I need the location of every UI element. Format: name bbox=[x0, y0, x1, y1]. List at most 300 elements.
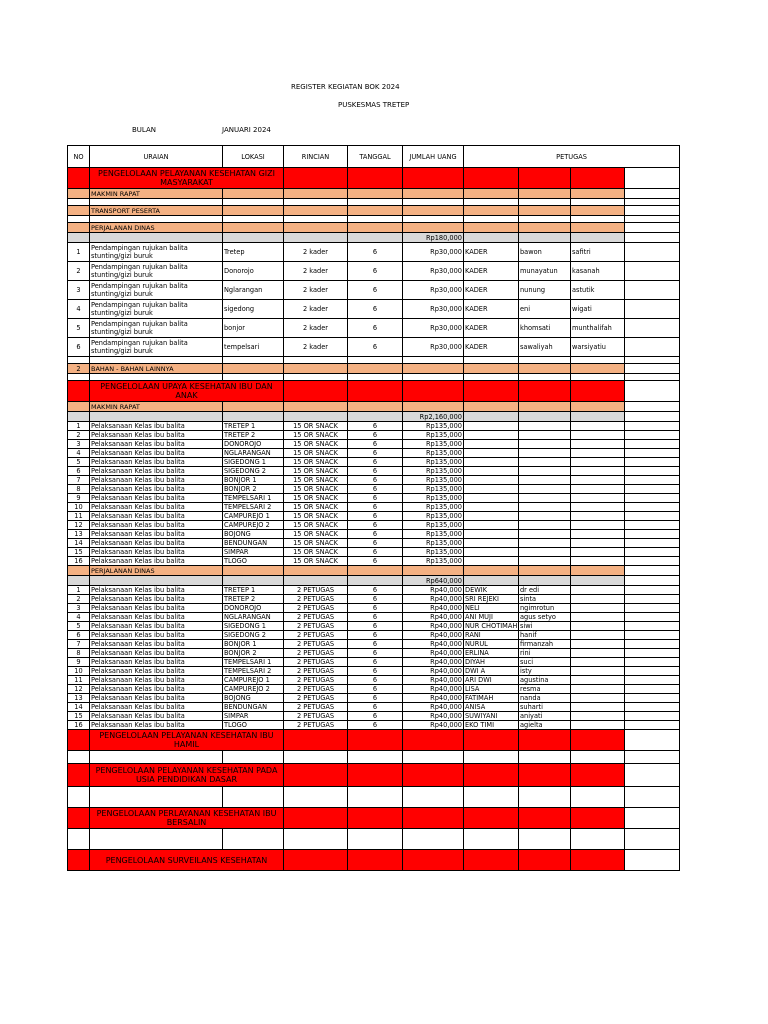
jumlah-cell: Rp135,000 bbox=[403, 548, 464, 557]
cell bbox=[571, 613, 625, 622]
cell bbox=[519, 850, 571, 871]
tanggal-cell: 6 bbox=[348, 685, 403, 694]
petugas-cell: resma bbox=[519, 685, 571, 694]
cell bbox=[90, 412, 223, 422]
tanggal-cell: 6 bbox=[348, 539, 403, 548]
cell bbox=[625, 576, 680, 586]
cell bbox=[68, 808, 90, 829]
cell bbox=[571, 364, 625, 374]
cell bbox=[403, 206, 464, 216]
petugas-cell: KADER bbox=[464, 243, 519, 262]
cell bbox=[464, 440, 519, 449]
jumlah-cell: Rp40,000 bbox=[403, 640, 464, 649]
rincian-cell: 15 OR SNACK bbox=[284, 440, 348, 449]
cell bbox=[223, 576, 284, 586]
no-cell: 3 bbox=[68, 440, 90, 449]
tanggal-cell: 6 bbox=[348, 631, 403, 640]
col-uraian: URAIAN bbox=[90, 146, 223, 168]
no-cell: 3 bbox=[68, 281, 90, 300]
no-cell: 2 bbox=[68, 262, 90, 281]
table-row bbox=[68, 595, 680, 604]
cell bbox=[625, 319, 680, 338]
no-cell: 15 bbox=[68, 548, 90, 557]
cell bbox=[68, 829, 90, 850]
cell bbox=[625, 721, 680, 730]
no-cell: 14 bbox=[68, 703, 90, 712]
cell bbox=[348, 189, 403, 199]
cell bbox=[625, 374, 680, 381]
tanggal-cell: 6 bbox=[348, 281, 403, 300]
jumlah-cell: Rp135,000 bbox=[403, 485, 464, 494]
cell bbox=[284, 206, 348, 216]
cell bbox=[571, 476, 625, 485]
cell bbox=[284, 751, 348, 764]
cell bbox=[223, 412, 284, 422]
jumlah-cell: Rp135,000 bbox=[403, 458, 464, 467]
cell bbox=[464, 402, 519, 412]
lokasi-cell: CAMPUREJO 2 bbox=[223, 521, 284, 530]
lokasi-cell: SIGEDONG 1 bbox=[223, 622, 284, 631]
cell bbox=[464, 557, 519, 566]
tanggal-cell: 6 bbox=[348, 604, 403, 613]
jumlah-cell: Rp40,000 bbox=[403, 667, 464, 676]
cell bbox=[625, 667, 680, 676]
petugas-cell: khomsati bbox=[519, 319, 571, 338]
uraian-cell: Pelaksanaan Kelas ibu balita bbox=[90, 539, 223, 548]
cell bbox=[403, 751, 464, 764]
cell bbox=[571, 622, 625, 631]
cell bbox=[571, 730, 625, 751]
jumlah-cell: Rp30,000 bbox=[403, 262, 464, 281]
table-row bbox=[68, 440, 680, 449]
col-lokasi: LOKASI bbox=[223, 146, 284, 168]
cell bbox=[625, 640, 680, 649]
cell bbox=[68, 357, 90, 364]
cell bbox=[571, 586, 625, 595]
uraian-cell: Pelaksanaan Kelas ibu balita bbox=[90, 712, 223, 721]
cell bbox=[68, 374, 90, 381]
cell bbox=[625, 764, 680, 787]
cell bbox=[519, 422, 571, 431]
cell bbox=[348, 787, 403, 808]
rincian-cell: 2 kader bbox=[284, 262, 348, 281]
jumlah-cell: Rp40,000 bbox=[403, 712, 464, 721]
petugas-cell: ANISA bbox=[464, 703, 519, 712]
table-row bbox=[68, 586, 680, 595]
tanggal-cell: 6 bbox=[348, 422, 403, 431]
cell bbox=[68, 381, 90, 402]
no-cell: 10 bbox=[68, 667, 90, 676]
cell bbox=[625, 539, 680, 548]
petugas-cell: ngimrotun bbox=[519, 604, 571, 613]
cell bbox=[571, 381, 625, 402]
lokasi-cell: SIMPAR bbox=[223, 712, 284, 721]
rincian-cell: 15 OR SNACK bbox=[284, 530, 348, 539]
cell bbox=[464, 458, 519, 467]
cell bbox=[571, 548, 625, 557]
cell bbox=[464, 357, 519, 364]
cell bbox=[625, 808, 680, 829]
cell bbox=[571, 712, 625, 721]
cell bbox=[68, 216, 90, 223]
cell bbox=[625, 449, 680, 458]
petugas-cell: RANI bbox=[464, 631, 519, 640]
col-no: NO bbox=[68, 146, 90, 168]
tanggal-cell: 6 bbox=[348, 640, 403, 649]
no-cell: 13 bbox=[68, 530, 90, 539]
lokasi-cell: Donorojo bbox=[223, 262, 284, 281]
cell bbox=[90, 751, 223, 764]
rincian-cell: 2 kader bbox=[284, 300, 348, 319]
jumlah-cell: Rp40,000 bbox=[403, 649, 464, 658]
section-title: PENGELOLAAN UPAYA KESEHATAN IBU DAN ANAK bbox=[90, 381, 284, 402]
rincian-cell: 2 kader bbox=[284, 338, 348, 357]
tanggal-cell: 6 bbox=[348, 667, 403, 676]
no-cell bbox=[68, 566, 90, 576]
subheading-perjalanan-dinas bbox=[68, 566, 680, 576]
cell bbox=[519, 357, 571, 364]
cell bbox=[403, 829, 464, 850]
cell bbox=[284, 374, 348, 381]
subheading: MAKMIN RAPAT bbox=[90, 189, 223, 199]
no-cell: 2 bbox=[68, 364, 90, 374]
tanggal-cell: 6 bbox=[348, 694, 403, 703]
cell bbox=[284, 730, 348, 751]
cell bbox=[625, 595, 680, 604]
cell bbox=[625, 829, 680, 850]
table-row bbox=[68, 712, 680, 721]
lokasi-cell: BONJOR 1 bbox=[223, 640, 284, 649]
cell bbox=[519, 233, 571, 243]
uraian-cell: Pelaksanaan Kelas ibu balita bbox=[90, 485, 223, 494]
lokasi-cell: SIGEDONG 2 bbox=[223, 467, 284, 476]
tanggal-cell: 6 bbox=[348, 494, 403, 503]
lokasi-cell: BOJONG bbox=[223, 530, 284, 539]
jumlah-cell: Rp135,000 bbox=[403, 521, 464, 530]
jumlah-cell: Rp40,000 bbox=[403, 604, 464, 613]
cell bbox=[464, 850, 519, 871]
cell bbox=[464, 548, 519, 557]
jumlah-cell: Rp135,000 bbox=[403, 440, 464, 449]
cell bbox=[403, 764, 464, 787]
cell bbox=[403, 374, 464, 381]
rincian-cell: 15 OR SNACK bbox=[284, 431, 348, 440]
table-row bbox=[68, 431, 680, 440]
subheading: PERJALANAN DINAS bbox=[90, 223, 223, 233]
cell bbox=[348, 829, 403, 850]
uraian-cell: Pelaksanaan Kelas ibu balita bbox=[90, 595, 223, 604]
rincian-cell: 15 OR SNACK bbox=[284, 512, 348, 521]
uraian-cell: Pelaksanaan Kelas ibu balita bbox=[90, 503, 223, 512]
cell bbox=[68, 199, 90, 206]
table-row bbox=[68, 281, 680, 300]
uraian-cell: Pelaksanaan Kelas ibu balita bbox=[90, 667, 223, 676]
cell bbox=[464, 512, 519, 521]
cell bbox=[348, 412, 403, 422]
cell bbox=[571, 808, 625, 829]
uraian-cell: Pelaksanaan Kelas ibu balita bbox=[90, 658, 223, 667]
section-title: PENGELOLAAN PELAYANAN KESEHATAN IBU HAMIL bbox=[90, 730, 284, 751]
jumlah-cell: Rp135,000 bbox=[403, 476, 464, 485]
cell bbox=[571, 850, 625, 871]
table-row bbox=[68, 685, 680, 694]
petugas-cell: KADER bbox=[464, 281, 519, 300]
section-title: PENGELOLAAN SURVEILANS KESEHATAN bbox=[90, 850, 284, 871]
uraian-cell: Pelaksanaan Kelas ibu balita bbox=[90, 449, 223, 458]
table-row bbox=[68, 676, 680, 685]
tanggal-cell: 6 bbox=[348, 243, 403, 262]
petugas-cell: isty bbox=[519, 667, 571, 676]
cell bbox=[90, 233, 223, 243]
no-cell: 5 bbox=[68, 458, 90, 467]
cell bbox=[625, 402, 680, 412]
cell bbox=[519, 557, 571, 566]
tanggal-cell: 6 bbox=[348, 586, 403, 595]
section-surveilans bbox=[68, 850, 680, 871]
cell bbox=[68, 233, 90, 243]
cell bbox=[284, 189, 348, 199]
cell bbox=[571, 440, 625, 449]
tanggal-cell: 6 bbox=[348, 557, 403, 566]
tanggal-cell: 6 bbox=[348, 338, 403, 357]
lokasi-cell: BENDUNGAN bbox=[223, 703, 284, 712]
cell bbox=[571, 467, 625, 476]
cell bbox=[571, 216, 625, 223]
cell bbox=[348, 730, 403, 751]
cell bbox=[571, 199, 625, 206]
lokasi-cell: TEMPELSARI 1 bbox=[223, 658, 284, 667]
cell bbox=[625, 649, 680, 658]
petugas-cell: KADER bbox=[464, 319, 519, 338]
cell bbox=[625, 730, 680, 751]
cell bbox=[464, 449, 519, 458]
tanggal-cell: 6 bbox=[348, 548, 403, 557]
cell bbox=[625, 622, 680, 631]
col-rincian: RINCIAN bbox=[284, 146, 348, 168]
cell bbox=[625, 357, 680, 364]
cell bbox=[571, 787, 625, 808]
cell bbox=[464, 787, 519, 808]
subheading-bahan bbox=[68, 364, 680, 374]
cell bbox=[625, 338, 680, 357]
col-tanggal: TANGGAL bbox=[348, 146, 403, 168]
cell bbox=[519, 216, 571, 223]
petugas-cell: munayatun bbox=[519, 262, 571, 281]
cell bbox=[519, 467, 571, 476]
cell bbox=[464, 374, 519, 381]
cell bbox=[223, 566, 284, 576]
tanggal-cell: 6 bbox=[348, 467, 403, 476]
cell bbox=[464, 364, 519, 374]
cell bbox=[571, 412, 625, 422]
cell bbox=[223, 206, 284, 216]
uraian-cell: Pelaksanaan Kelas ibu balita bbox=[90, 676, 223, 685]
table-row bbox=[68, 658, 680, 667]
cell bbox=[348, 576, 403, 586]
jumlah-cell: Rp135,000 bbox=[403, 503, 464, 512]
jumlah-cell: Rp30,000 bbox=[403, 319, 464, 338]
jumlah-cell: Rp30,000 bbox=[403, 338, 464, 357]
no-cell bbox=[68, 206, 90, 216]
table-row bbox=[68, 622, 680, 631]
cell bbox=[519, 530, 571, 539]
blank-row bbox=[68, 216, 680, 223]
cell bbox=[403, 381, 464, 402]
cell bbox=[625, 494, 680, 503]
lokasi-cell: BENDUNGAN bbox=[223, 539, 284, 548]
cell bbox=[464, 233, 519, 243]
cell bbox=[464, 530, 519, 539]
cell bbox=[348, 850, 403, 871]
tanggal-cell: 6 bbox=[348, 431, 403, 440]
table-row bbox=[68, 494, 680, 503]
rincian-cell: 2 PETUGAS bbox=[284, 595, 348, 604]
cell bbox=[571, 458, 625, 467]
table-row bbox=[68, 262, 680, 281]
petugas-cell: KADER bbox=[464, 300, 519, 319]
jumlah-cell: Rp135,000 bbox=[403, 530, 464, 539]
cell bbox=[571, 422, 625, 431]
lokasi-cell: NGLARANGAN bbox=[223, 449, 284, 458]
cell bbox=[348, 233, 403, 243]
tanggal-cell: 6 bbox=[348, 512, 403, 521]
register-body bbox=[68, 146, 680, 871]
subheading: PERJALANAN DINAS bbox=[90, 566, 223, 576]
no-cell: 3 bbox=[68, 604, 90, 613]
cell bbox=[90, 576, 223, 586]
jumlah-cell: Rp135,000 bbox=[403, 494, 464, 503]
petugas-cell: sinta bbox=[519, 595, 571, 604]
no-cell: 6 bbox=[68, 467, 90, 476]
lokasi-cell: TLOGO bbox=[223, 557, 284, 566]
table-row bbox=[68, 521, 680, 530]
no-cell: 4 bbox=[68, 613, 90, 622]
cell bbox=[464, 485, 519, 494]
cell bbox=[90, 199, 223, 206]
cell bbox=[464, 206, 519, 216]
cell bbox=[571, 449, 625, 458]
rincian-cell: 2 PETUGAS bbox=[284, 604, 348, 613]
subtotal: Rp2,160,000 bbox=[403, 412, 464, 422]
cell bbox=[625, 440, 680, 449]
cell bbox=[625, 262, 680, 281]
cell bbox=[571, 357, 625, 364]
rincian-cell: 2 kader bbox=[284, 319, 348, 338]
tanggal-cell: 6 bbox=[348, 721, 403, 730]
table-row bbox=[68, 604, 680, 613]
cell bbox=[90, 374, 223, 381]
rincian-cell: 15 OR SNACK bbox=[284, 503, 348, 512]
tanggal-cell: 6 bbox=[348, 712, 403, 721]
section-ibu-hamil bbox=[68, 730, 680, 751]
rincian-cell: 15 OR SNACK bbox=[284, 557, 348, 566]
uraian-cell: Pelaksanaan Kelas ibu balita bbox=[90, 613, 223, 622]
lokasi-cell: BONJOR 2 bbox=[223, 649, 284, 658]
cell bbox=[519, 458, 571, 467]
uraian-cell: Pelaksanaan Kelas ibu balita bbox=[90, 649, 223, 658]
cell bbox=[464, 566, 519, 576]
blank-row bbox=[68, 357, 680, 364]
cell bbox=[571, 530, 625, 539]
cell bbox=[464, 199, 519, 206]
cell bbox=[68, 730, 90, 751]
uraian-cell: Pelaksanaan Kelas ibu balita bbox=[90, 721, 223, 730]
table-row bbox=[68, 243, 680, 262]
col-jumlah-uang: JUMLAH UANG bbox=[403, 146, 464, 168]
uraian-cell: Pelaksanaan Kelas ibu balita bbox=[90, 604, 223, 613]
cell bbox=[519, 402, 571, 412]
blank-row bbox=[68, 374, 680, 381]
cell bbox=[625, 512, 680, 521]
cell bbox=[403, 730, 464, 751]
subheading: MAKMIN RAPAT bbox=[90, 402, 223, 412]
section-kia bbox=[68, 381, 680, 402]
tanggal-cell: 6 bbox=[348, 658, 403, 667]
no-cell: 6 bbox=[68, 631, 90, 640]
section-ibu-bersalin bbox=[68, 808, 680, 829]
uraian-cell: Pelaksanaan Kelas ibu balita bbox=[90, 694, 223, 703]
cell bbox=[625, 364, 680, 374]
cell bbox=[571, 539, 625, 548]
cell bbox=[464, 730, 519, 751]
no-cell: 1 bbox=[68, 243, 90, 262]
cell bbox=[571, 640, 625, 649]
table-row bbox=[68, 485, 680, 494]
uraian-cell: Pelaksanaan Kelas ibu balita bbox=[90, 530, 223, 539]
rincian-cell: 15 OR SNACK bbox=[284, 449, 348, 458]
no-cell: 4 bbox=[68, 449, 90, 458]
cell bbox=[571, 494, 625, 503]
cell bbox=[348, 357, 403, 364]
blank-row bbox=[68, 787, 680, 808]
cell bbox=[519, 829, 571, 850]
uraian-cell: Pelaksanaan Kelas ibu balita bbox=[90, 586, 223, 595]
table-row bbox=[68, 319, 680, 338]
cell bbox=[519, 808, 571, 829]
no-cell: 16 bbox=[68, 721, 90, 730]
cell bbox=[284, 829, 348, 850]
lokasi-cell: TRETEP 1 bbox=[223, 422, 284, 431]
petugas-cell: agus setyo bbox=[519, 613, 571, 622]
lokasi-cell: Tretep bbox=[223, 243, 284, 262]
lokasi-cell: CAMPUREJO 1 bbox=[223, 512, 284, 521]
no-cell: 15 bbox=[68, 712, 90, 721]
subheading-transport-peserta bbox=[68, 206, 680, 216]
tanggal-cell: 6 bbox=[348, 649, 403, 658]
cell bbox=[571, 667, 625, 676]
cell bbox=[571, 374, 625, 381]
cell bbox=[625, 206, 680, 216]
cell bbox=[464, 216, 519, 223]
cell bbox=[571, 521, 625, 530]
cell bbox=[223, 829, 284, 850]
petugas-cell: NELI bbox=[464, 604, 519, 613]
cell bbox=[625, 712, 680, 721]
lokasi-cell: BOJONG bbox=[223, 694, 284, 703]
no-cell: 7 bbox=[68, 476, 90, 485]
uraian-cell: Pelaksanaan Kelas ibu balita bbox=[90, 512, 223, 521]
cell bbox=[464, 476, 519, 485]
uraian-cell: Pelaksanaan Kelas ibu balita bbox=[90, 422, 223, 431]
jumlah-cell: Rp40,000 bbox=[403, 685, 464, 694]
petugas-cell: EKO TIMI bbox=[464, 721, 519, 730]
cell bbox=[625, 694, 680, 703]
rincian-cell: 15 OR SNACK bbox=[284, 485, 348, 494]
rincian-cell: 2 PETUGAS bbox=[284, 685, 348, 694]
tanggal-cell: 6 bbox=[348, 595, 403, 604]
cell bbox=[625, 557, 680, 566]
petugas-cell: safitri bbox=[571, 243, 625, 262]
